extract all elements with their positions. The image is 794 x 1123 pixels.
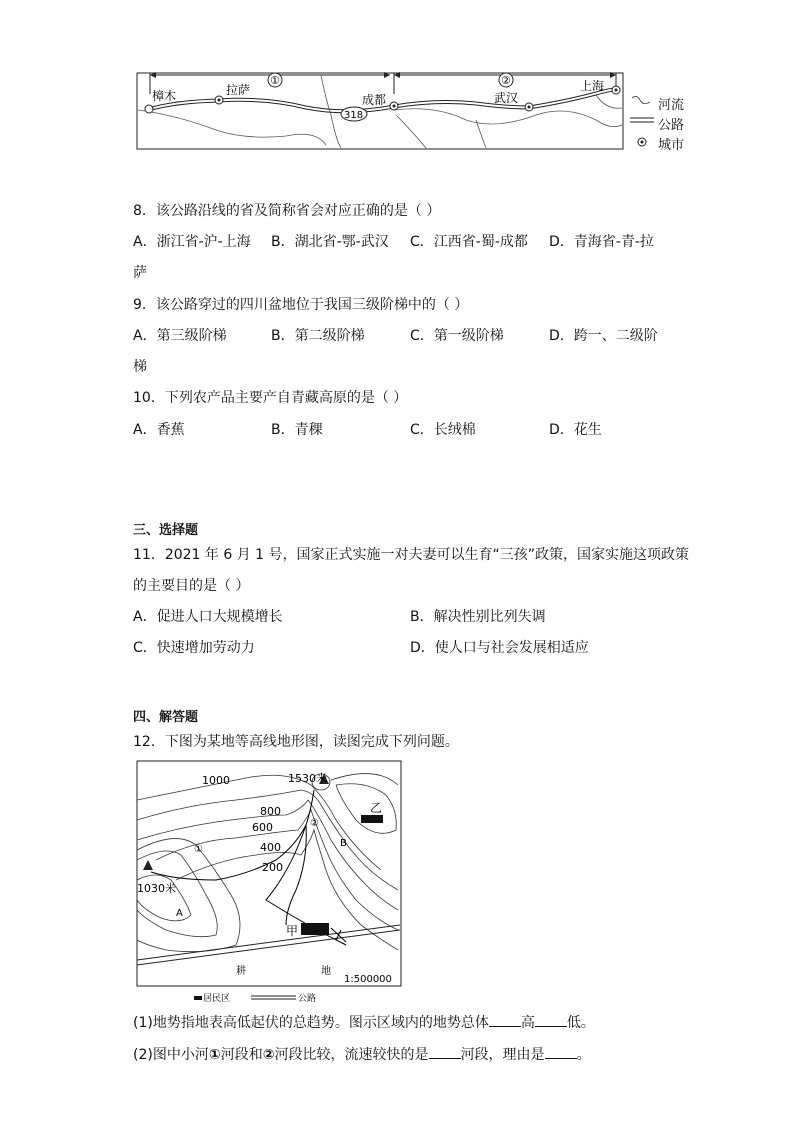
q8-stem: 8．该公路沿线的省及简称省会对应正确的是（ ）	[133, 203, 441, 219]
q11-stem-line1: 11．2021 年 6 月 1 号，国家正式实施一对夫妻可以生育“三孩”政策，国家实施这项政策	[133, 547, 690, 563]
residential-legend-icon	[194, 996, 202, 1000]
place-label-b: B	[340, 838, 347, 849]
legend-city-label: 城市	[658, 138, 685, 153]
q8-option-c: C．江西省-蜀-成都	[410, 234, 528, 250]
place-label-yi: 乙	[370, 801, 383, 815]
q11-option-d: D．使人口与社会发展相适应	[410, 640, 589, 656]
contour-label-800: 800	[260, 805, 281, 818]
contour-map	[136, 760, 404, 1006]
q8-option-d-wrap: 萨	[133, 265, 147, 281]
q11-option-c: C．快速增加劳动力	[133, 640, 255, 656]
q9-option-b: B．第二级阶梯	[271, 328, 365, 344]
q9-option-c: C．第一级阶梯	[410, 328, 504, 344]
legend-residential-label: 居民区	[203, 994, 231, 1004]
q9-stem: 9．该公路穿过的四川盆地位于我国三级阶梯中的（ ）	[133, 297, 469, 313]
road-number: 318	[344, 110, 364, 121]
city-zhangmu: 樟木	[152, 89, 177, 103]
river-mark-1: ①	[194, 844, 203, 855]
peak-label-1530: 1530米	[288, 772, 327, 785]
q12-sub2-text-e: 。	[576, 1047, 591, 1063]
q12-sub2-text-c: 河段比较，流速较快的是	[274, 1047, 429, 1063]
q12-sub1-text-c: 低。	[566, 1015, 595, 1031]
legend-road-label-2: 公路	[298, 994, 317, 1004]
legend-river-label: 河流	[658, 98, 685, 113]
q12-stem: 12．下图为某地等高线地形图，读图完成下列问题。	[133, 734, 459, 750]
q10-stem: 10．下列农产品主要产自青藏高原的是（ ）	[133, 390, 408, 406]
q9-option-d-wrap: 梯	[133, 359, 147, 375]
q8-option-a: A．浙江省-沪-上海	[133, 234, 251, 250]
q9-option-a: A．第三级阶梯	[133, 328, 227, 344]
q10-option-d: D．花生	[549, 422, 602, 438]
city-lhasa: 拉萨	[226, 83, 251, 97]
q11-option-b: B．解决性别比列失调	[410, 609, 546, 625]
q12-sub2-blank-2[interactable]	[545, 1044, 577, 1059]
farmland-char-2: 地	[321, 966, 331, 977]
peak-label-1030: 1030米	[137, 882, 176, 895]
place-label-a: A	[176, 908, 183, 919]
city-wuhan: 武汉	[494, 91, 519, 105]
q12-sub2	[133, 1044, 591, 1065]
q10-option-a: A．香蕉	[133, 422, 185, 438]
city-shanghai: 上海	[580, 79, 605, 93]
contour-label-200: 200	[262, 861, 283, 874]
section-3-title: 三、选择题	[133, 523, 199, 538]
q12-sub1	[133, 1012, 595, 1033]
route-map-graphic	[136, 70, 626, 150]
segment-label-1: ①	[270, 74, 280, 87]
route-map	[136, 70, 626, 150]
q12-sub1-text-a: (1)地势指地表高低起伏的总趋势。图示区域内的地势总体	[133, 1015, 489, 1031]
q11-option-a: A．促进人口大规模增长	[133, 609, 283, 625]
q11-stem-line2: 的主要目的是（ ）	[133, 578, 250, 594]
q10-option-c: C．长绒棉	[410, 422, 476, 438]
q12-sub1-blank-1[interactable]	[489, 1012, 521, 1027]
q12-sub2-text-a: (2)图中小河	[133, 1047, 209, 1063]
contour-label-600: 600	[252, 821, 273, 834]
place-label-jia: 甲	[286, 924, 299, 938]
q8-option-d: D．青海省-青-拉	[549, 234, 654, 250]
contour-label-400: 400	[260, 841, 281, 854]
q12-sub2-blank-1[interactable]	[429, 1044, 461, 1059]
q12-sub2-text-b: 河段和	[220, 1047, 263, 1063]
route-map-legend	[628, 92, 688, 152]
river-legend-icon	[632, 96, 650, 103]
q12-sub2-mark-2: ②	[262, 1047, 275, 1063]
contour-label-1000: 1000	[202, 774, 230, 787]
legend-symbols	[628, 92, 658, 152]
river-mark-2: ②	[310, 818, 319, 829]
q12-sub2-text-d: 河段，理由是	[460, 1047, 545, 1063]
city-chengdu: 成都	[362, 93, 387, 107]
q10-option-b: B．青稞	[271, 422, 323, 438]
q12-sub2-mark-1: ①	[208, 1047, 221, 1063]
farmland-char-1: 耕	[236, 966, 246, 977]
contour-map-graphic	[136, 760, 404, 1006]
legend-road-label: 公路	[658, 118, 685, 133]
segment-label-2: ②	[501, 74, 511, 87]
section-4-title: 四、解答题	[133, 710, 199, 725]
q8-option-b: B．湖北省-鄂-武汉	[271, 234, 389, 250]
map-scale: 1:500000	[344, 974, 392, 985]
q12-sub1-blank-2[interactable]	[535, 1012, 567, 1027]
q9-option-d: D．跨一、二级阶	[549, 328, 658, 344]
q12-sub1-text-b: 高	[520, 1015, 535, 1031]
